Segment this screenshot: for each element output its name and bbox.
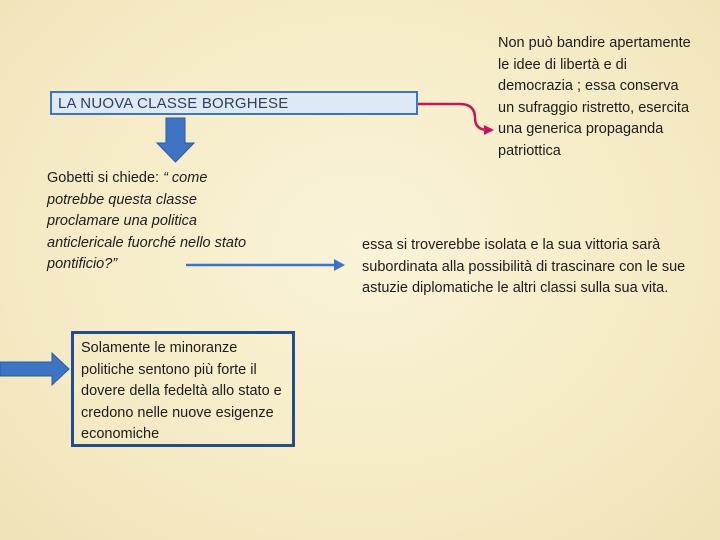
gobetti-question xyxy=(47,168,262,276)
question-to-consequence-arrowhead xyxy=(334,259,345,271)
question-quote: “ come potrebbe questa classe proclamare una politica anticlericale fuorché nello stato pontificio?” xyxy=(47,170,247,272)
question-lead: Gobetti si chiede: xyxy=(47,170,164,186)
title-down-arrow xyxy=(157,118,194,162)
title-text: LA NUOVA CLASSE BORGHESE xyxy=(58,95,289,112)
minority-pointer-arrow xyxy=(0,353,69,385)
top-right-text: Non può bandire apertamente le idee di libertà e di democrazia ; essa conserva un sufraggio ristretto, esercita una generica propaganda patriottica xyxy=(498,35,691,159)
minority-text: Solamente le minoranze politiche sentono più forte il dovere della fedeltà allo stato e credono nelle nuove esigenze economiche xyxy=(81,340,282,442)
title-to-top-right-arrow xyxy=(418,104,492,130)
consequence-text: essa si troverebbe isolata e la sua vittoria sarà subordinata alla possibilità di trascinare con le sue astuzie diplomatiche le altri classi sulla sua vita. xyxy=(362,237,686,296)
minority-box xyxy=(71,331,295,447)
title-box xyxy=(50,91,418,115)
